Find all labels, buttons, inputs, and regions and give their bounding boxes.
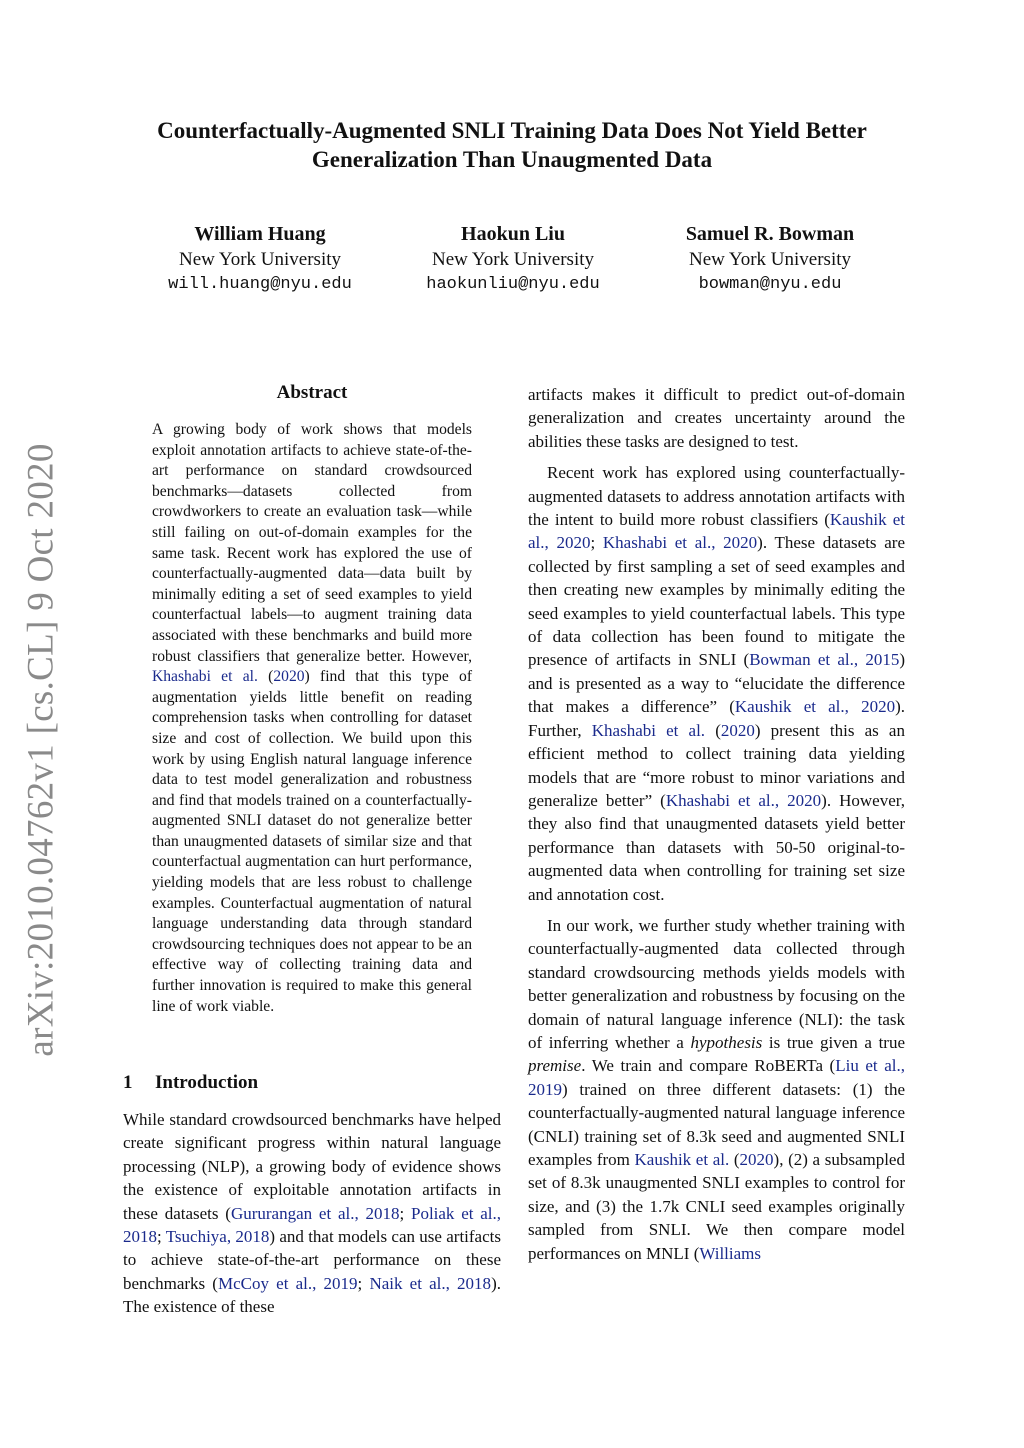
author-email: will.huang@nyu.edu [168,275,352,294]
body-text: ) and that models can use artifacts to achieve state-of-the-art performance on these benchmarks ( [123,1227,501,1293]
citation-link[interactable]: 2020 [739,1150,774,1169]
body-text: ). However, they also find that unaugmented datasets yield better performance than datasets with 50-50 original-to-augmented data when controlling for training set size and annotation cost. [528,790,905,904]
author-name: Haokun Liu [461,223,565,245]
arxiv-identifier-stamp [10,443,72,1057]
introduction-paragraph [123,1108,501,1319]
abstract-text: ) find that this type of augmentation yields little benefit on reading comprehension tasks when controlling for dataset size and cost of collection. We build upon this work by using English natural language inference data to test model generalization and robustness and find that models trained on a counterfactually-augmented SNLI dataset do not generalize better than unaugmented datasets of similar size and that counterfactual augmentation can hurt performance, yielding models that are less robust to challenge examples. Counterfactual augmentation of natural language understanding data through standard crowdsourcing techniques does not appear to be an effective way of collecting training data and further innovation is required to make this general line of work viable. [152,668,473,1015]
author-2 [383,222,643,297]
paragraph-continuation: artifacts makes it difficult to predict out-of-domain generalization and creates uncertainty around the abilities these tasks are designed to test. [528,385,905,451]
paragraph-our-work [528,914,905,1265]
author-1 [130,222,390,297]
author-3 [640,222,900,297]
author-affiliation: New York University [178,249,342,270]
author-name: William Huang [194,223,326,245]
body-text: ). Further, [528,697,905,740]
citation-link[interactable]: Williams [699,1243,762,1263]
italic-term: hypothesis [690,1032,763,1052]
citation-link[interactable]: McCoy et al., 2019 [217,1273,358,1293]
citation-link[interactable]: Gururangan et al., 2018 [230,1203,400,1223]
body-text: ; [157,1227,166,1247]
arxiv-identifier-text: arXiv:2010.04762v1 [cs.CL] 9 Oct 2020 [20,443,62,1057]
citation-link[interactable]: Kaushik et al., 2020 [528,510,906,553]
body-text: ; [399,1203,411,1223]
section-heading-introduction [123,1072,258,1094]
body-text: ). The existence of these [123,1273,501,1317]
citation-link[interactable]: Kaushik et al. [634,1150,730,1169]
citation-link[interactable]: Khashabi et al. [591,720,706,740]
body-text: is true given a true [762,1032,905,1052]
citation-link[interactable]: Khashabi et al. [152,668,258,686]
citation-link[interactable]: Tsuchiya, 2018 [165,1227,270,1247]
title-line-1: Counterfactually-Augmented SNLI Training Data Does Not Yield Better [157,118,867,143]
author-name: Samuel R. Bowman [685,223,855,245]
citation-link[interactable]: Poliak et al., 2018 [123,1203,502,1247]
author-email: haokunliu@nyu.edu [426,275,600,294]
citation-link[interactable]: 2020 [273,668,305,686]
body-text: ), (2) a subsampled set of 8.3k unaugmented SNLI examples to control for size, and (3) the 1.7k CNLI seed examples originally sampled from SNLI. We then compare model performances on MNLI ( [528,1150,905,1263]
body-text: ( [705,720,721,740]
citation-link[interactable]: Khashabi et al., 2020 [602,533,758,553]
author-affiliation: New York University [431,249,595,270]
body-text: ( [729,1150,740,1169]
body-text: ). These datasets are collected by first sampling a set of seed examples and then creating new examples by minimally editing the seed examples to yield counterfactual labels. This type of data collection has been found to mitigate the presence of artifacts in SNLI ( [528,533,905,670]
body-text: While standard crowdsourced benchmarks have helped create significant progress within natural language processing (NLP), a growing body of evidence shows the existence of exploitable annotation artifacts in these datasets ( [123,1110,501,1223]
body-text: . We train and compare RoBERTa ( [581,1056,836,1076]
section-number: 1 [123,1072,133,1093]
italic-term: premise [528,1056,582,1076]
body-text: ; [590,533,603,553]
body-text: ) trained on three different datasets: (1) the counterfactually-augmented natural language inference (CNLI) training set of 8.3k seed and augmented SNLI examples from [528,1079,905,1169]
body-text: ) present this as an efficient method to collect training data yielding models that are “more robust to minor variations and generalize better” ( [528,720,905,810]
title-line-2: Generalization Than Unaugmented Data [311,147,713,172]
author-affiliation: New York University [688,249,852,270]
body-text: ) and is presented as a way to “elucidate the difference that makes a difference” ( [528,650,905,717]
body-text: In our work, we further study whether training with counterfactually-augmented data collected through standard crowdsourcing methods yields models with better generalization and robustness by focusing on the domain of natural language inference (NLI): the task of inferring whether a [528,915,905,1052]
author-email: bowman@nyu.edu [698,275,842,294]
citation-link[interactable]: Naik et al., 2018 [369,1273,492,1293]
abstract-body [152,420,472,1017]
citation-link[interactable]: Bowman et al., 2015 [749,650,900,670]
abstract-text: ( [257,668,274,686]
citation-link[interactable]: Liu et al., 2019 [528,1056,905,1099]
citation-link[interactable]: Khashabi et al., 2020 [665,790,822,810]
section-title: Introduction [155,1072,259,1093]
right-column [528,383,905,1273]
abstract-text: A growing body of work shows that models exploit annotation artifacts to achieve state-of-the-art performance on standard crowdsourced benchmarks—datasets collected from crowdworkers to create an evaluation task—while still failing on out-of-domain examples for the same task. Recent work has explored the use of counterfactually-augmented data—data built by minimally editing a set of seed examples to yield counterfactual labels—to augment training data associated with these benchmarks and build more robust classifiers that generalize better. However, [152,421,472,665]
paragraph-recent-work [528,461,905,906]
body-text: Recent work has explored using counterfactually-augmented datasets to address annotation artifacts with the intent to build more robust classifiers ( [528,463,905,530]
citation-link[interactable]: Kaushik et al., 2020 [734,697,896,717]
body-text: ; [357,1273,370,1293]
abstract-heading: Abstract [276,382,348,403]
citation-link[interactable]: 2020 [720,720,755,740]
paper-title [100,116,924,174]
